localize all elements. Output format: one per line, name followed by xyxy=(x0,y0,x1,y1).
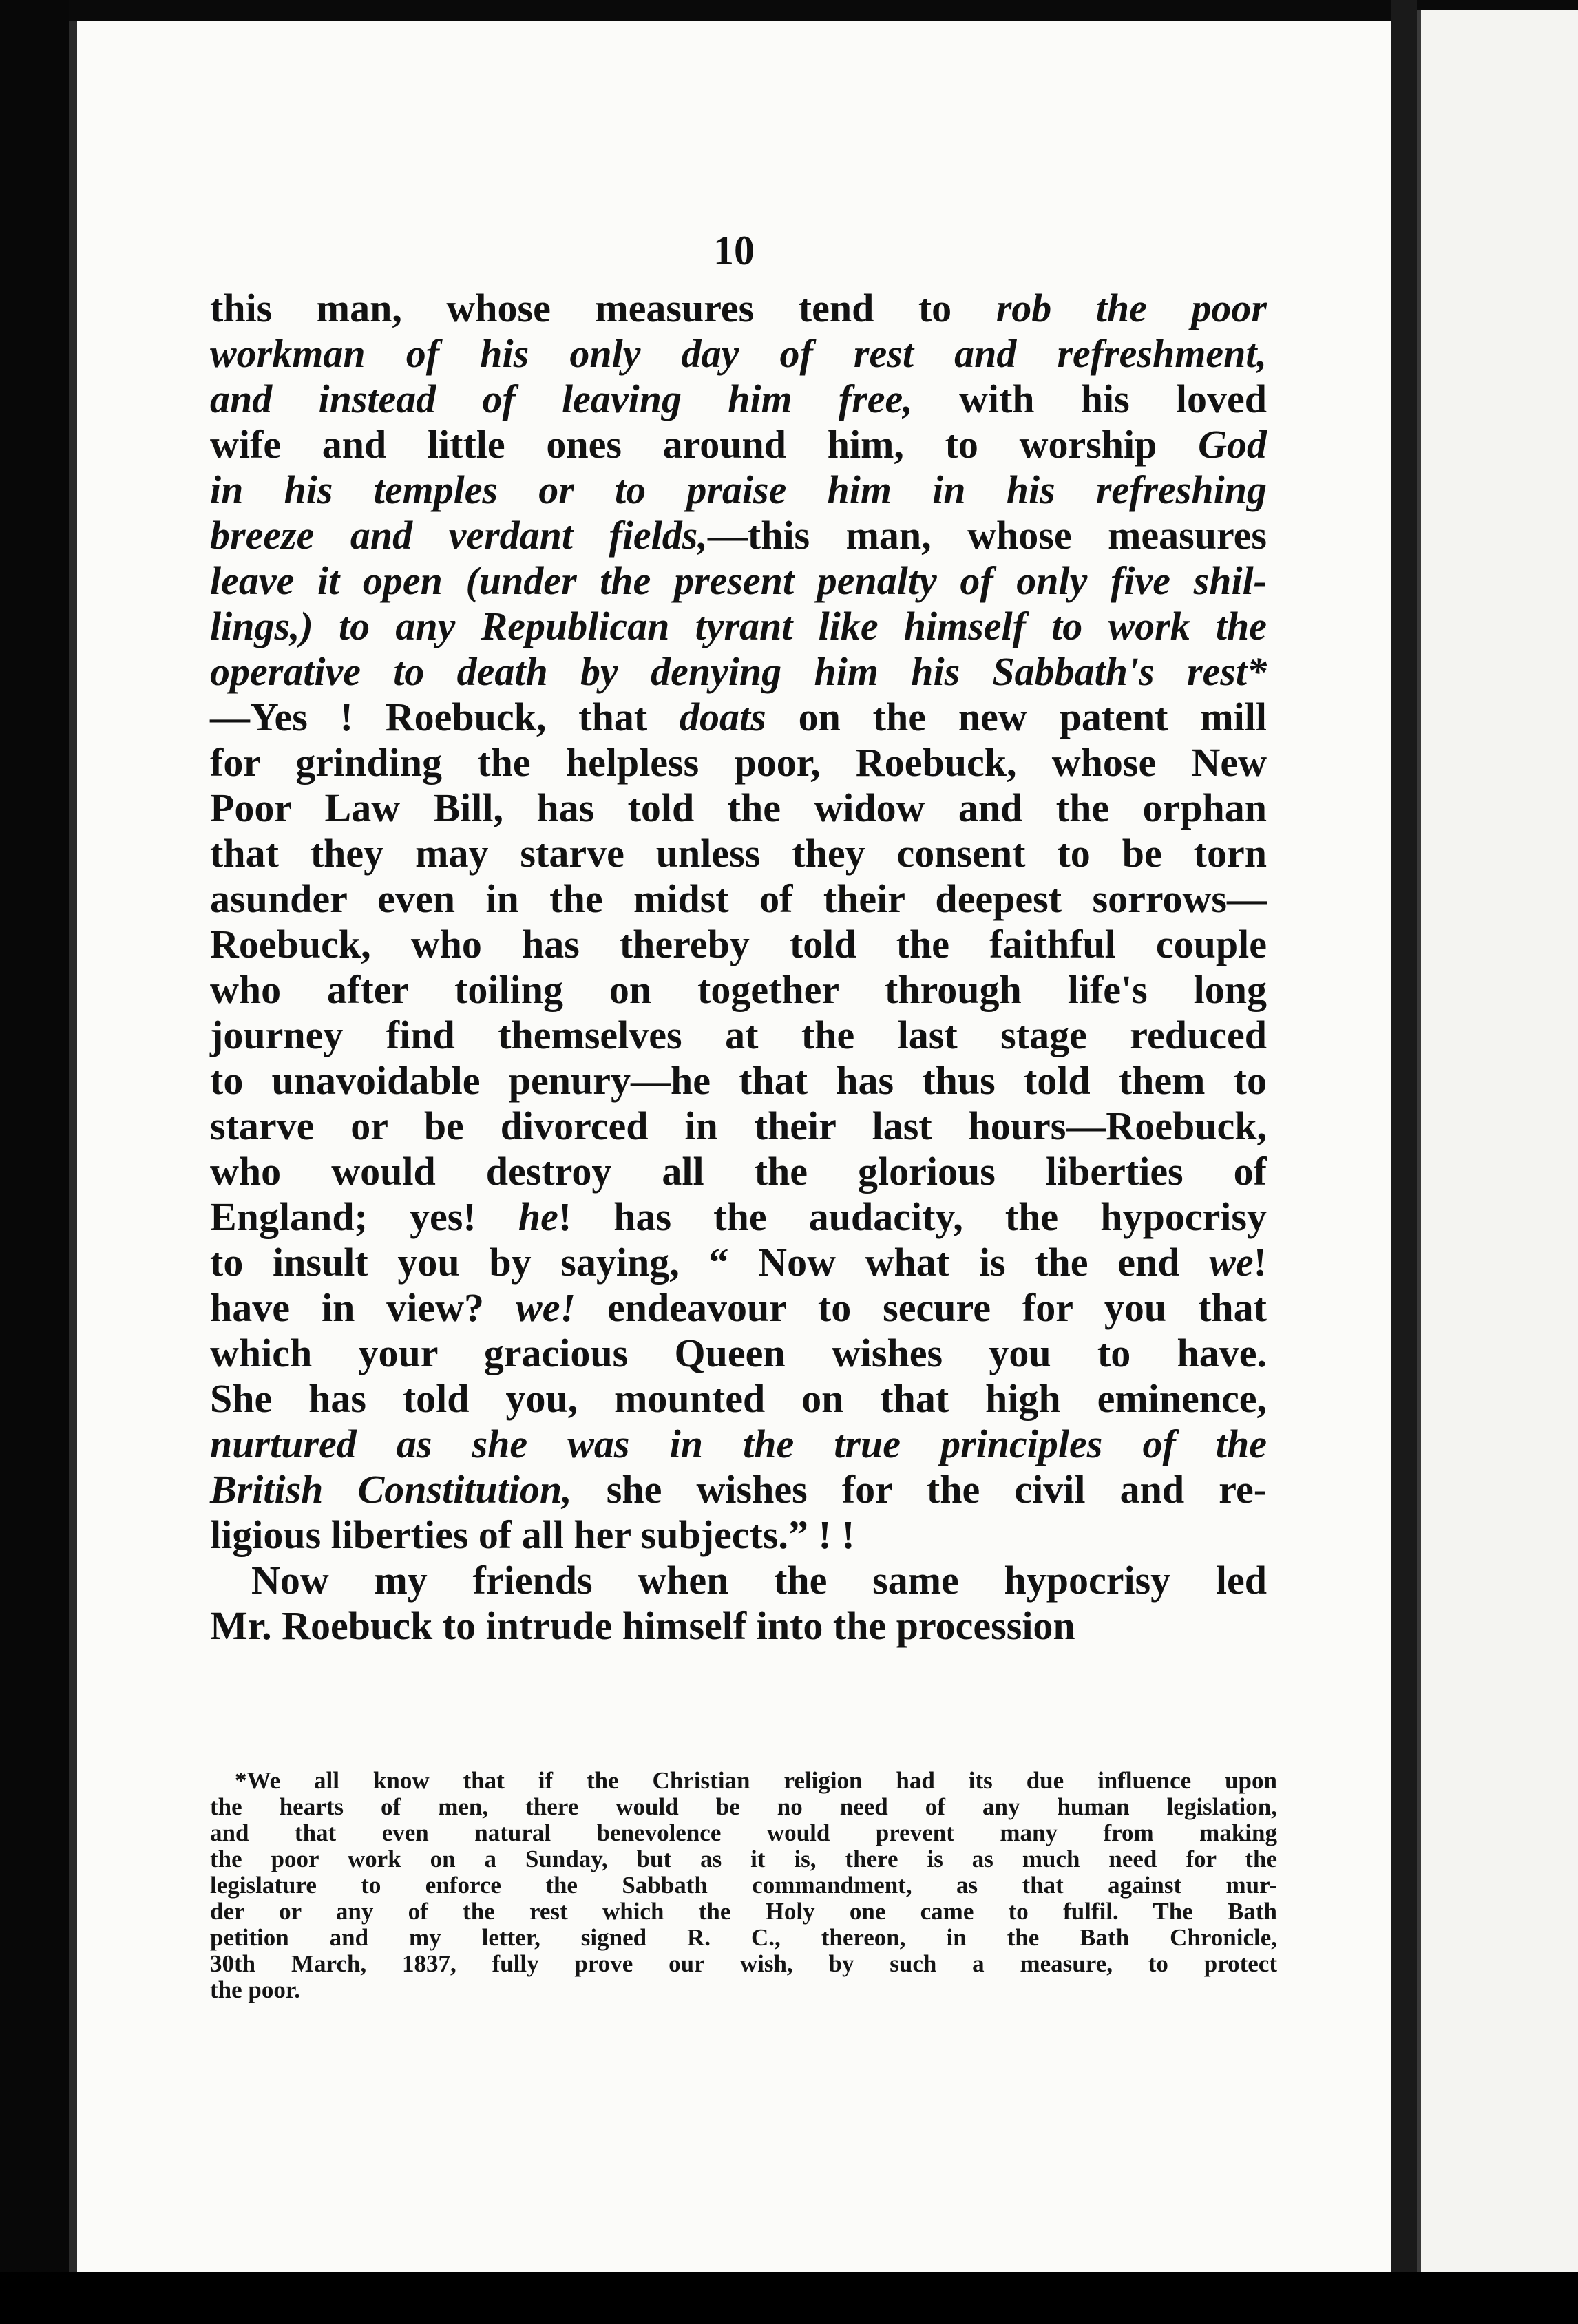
text-line xyxy=(210,467,1267,513)
italic-run: rob the poor xyxy=(996,286,1267,330)
text-line xyxy=(210,785,1267,831)
italic-run: in his temples or to praise him in his refreshing xyxy=(210,467,1267,512)
text-line xyxy=(210,649,1267,695)
text-run: Roebuck, who has thereby told the faithful couple xyxy=(210,922,1267,966)
text-run: journey find themselves at the last stage reduced xyxy=(210,1013,1267,1057)
italic-run: lings,) to any Republican tyrant like himself to work the xyxy=(210,604,1267,648)
text-run: who after toiling on together through life's long xyxy=(210,967,1267,1012)
italic-run: British Constitution, xyxy=(210,1467,572,1512)
text-line xyxy=(210,1331,1267,1376)
text-line xyxy=(210,604,1267,649)
text-run: wife and little ones around him, to worship xyxy=(210,422,1199,467)
text-run: starve or be divorced in their last hours—Roebuck, xyxy=(210,1103,1267,1148)
text-run: on the new patent mill xyxy=(766,695,1267,739)
text-run: which your gracious Queen wishes you to have. xyxy=(210,1331,1267,1375)
footnote-line: petition and my letter, signed R. C., thereon, in the Bath Chronicle, xyxy=(210,1924,1277,1951)
scan-edge-left xyxy=(0,0,69,2324)
text-run: Poor Law Bill, has told the widow and the orphan xyxy=(210,785,1267,830)
text-run: ! xyxy=(1253,1240,1267,1285)
footnote-line: *We all know that if the Christian religion had its due influence upon xyxy=(235,1767,1277,1794)
text-line xyxy=(210,1149,1267,1194)
text-line xyxy=(210,695,1267,740)
italic-run: nurtured as she was in the true principles of the xyxy=(210,1422,1267,1466)
text-line xyxy=(210,1103,1267,1149)
text-run: Mr. Roebuck to intrude himself into the procession xyxy=(210,1603,1075,1648)
text-line xyxy=(210,286,1267,331)
italic-run: he xyxy=(518,1194,558,1239)
text-run: that they may starve unless they consent to be torn xyxy=(210,831,1267,876)
text-run: to unavoidable penury—he that has thus told them to xyxy=(210,1058,1267,1103)
text-line xyxy=(210,922,1267,967)
italic-run: operative to death by denying him his Sabbath's rest* xyxy=(210,649,1267,694)
italic-run: leave it open (under the present penalty of only five shil- xyxy=(210,558,1267,603)
italic-run: and instead of leaving him free, xyxy=(210,377,913,421)
text-line xyxy=(210,1603,1267,1649)
text-run: endeavour to secure for you that xyxy=(576,1285,1267,1330)
page-gutter-shadow xyxy=(1391,0,1417,2272)
footnote-line: the poor. xyxy=(210,1976,300,2003)
text-line xyxy=(210,1285,1267,1331)
italic-run: we! xyxy=(516,1285,576,1330)
text-run: —Yes ! Roebuck, that xyxy=(210,695,680,739)
text-run: with his loved xyxy=(912,377,1267,421)
text-line xyxy=(210,1013,1267,1058)
text-line xyxy=(210,377,1267,422)
text-line xyxy=(210,831,1267,876)
text-line xyxy=(210,1058,1267,1103)
footnote-line: the hearts of men, there would be no need of any human legislation, xyxy=(210,1793,1277,1820)
italic-run: God xyxy=(1198,422,1267,467)
text-line xyxy=(210,422,1267,467)
text-line xyxy=(210,1467,1267,1512)
text-run: England; yes! xyxy=(210,1194,518,1239)
text-line xyxy=(210,876,1267,922)
footnote-line: legislature to enforce the Sabbath commandment, as that against mur- xyxy=(210,1872,1277,1899)
text-line xyxy=(210,331,1267,377)
text-run: asunder even in the midst of their deepest sorrows— xyxy=(210,876,1267,921)
italic-run: we xyxy=(1209,1240,1254,1285)
text-line xyxy=(210,558,1267,604)
italic-run: breeze and verdant fields, xyxy=(210,513,708,558)
text-line xyxy=(210,1558,1267,1603)
italic-run: doats xyxy=(680,695,766,739)
text-line xyxy=(210,740,1267,785)
scan-edge-bottom xyxy=(0,2272,1578,2324)
footnote-line: the poor work on a Sunday, but as it is, there is as much need for the xyxy=(210,1846,1277,1872)
text-line xyxy=(210,967,1267,1013)
text-line xyxy=(210,513,1267,558)
text-run: have in view? xyxy=(210,1285,516,1330)
adjacent-page-edge xyxy=(1417,10,1578,2272)
text-run: ! has the audacity, the hypocrisy xyxy=(558,1194,1267,1239)
text-line xyxy=(210,1512,1267,1558)
footnote-line: der or any of the rest which the Holy one came to fulfil. The Bath xyxy=(210,1898,1277,1925)
text-line xyxy=(210,1194,1267,1240)
text-run: She has told you, mounted on that high eminence, xyxy=(210,1376,1267,1421)
text-line xyxy=(210,1376,1267,1422)
text-run: ligious liberties of all her subjects.” ! ! xyxy=(210,1512,855,1557)
page-number: 10 xyxy=(713,228,755,273)
text-run: to insult you by saying, “ Now what is the end xyxy=(210,1240,1210,1285)
footnote-line: and that even natural benevolence would prevent many from making xyxy=(210,1819,1277,1846)
body-text xyxy=(210,286,1267,1649)
text-run: she wishes for the civil and re- xyxy=(571,1467,1267,1512)
italic-run: workman of his only day of rest and refreshment, xyxy=(210,331,1267,376)
text-run: who would destroy all the glorious liberties of xyxy=(210,1149,1267,1194)
text-line xyxy=(210,1240,1267,1285)
text-run: —this man, whose measures xyxy=(707,513,1267,558)
footnote xyxy=(210,1768,1277,2003)
text-run: for grinding the helpless poor, Roebuck, whose New xyxy=(210,740,1267,785)
footnote-line: 30th March, 1837, fully prove our wish, by such a measure, to protect xyxy=(210,1950,1277,1977)
text-run: this man, whose measures tend to xyxy=(210,286,996,330)
text-run: Now my friends when the same hypocrisy led xyxy=(251,1558,1267,1603)
text-line xyxy=(210,1422,1267,1467)
